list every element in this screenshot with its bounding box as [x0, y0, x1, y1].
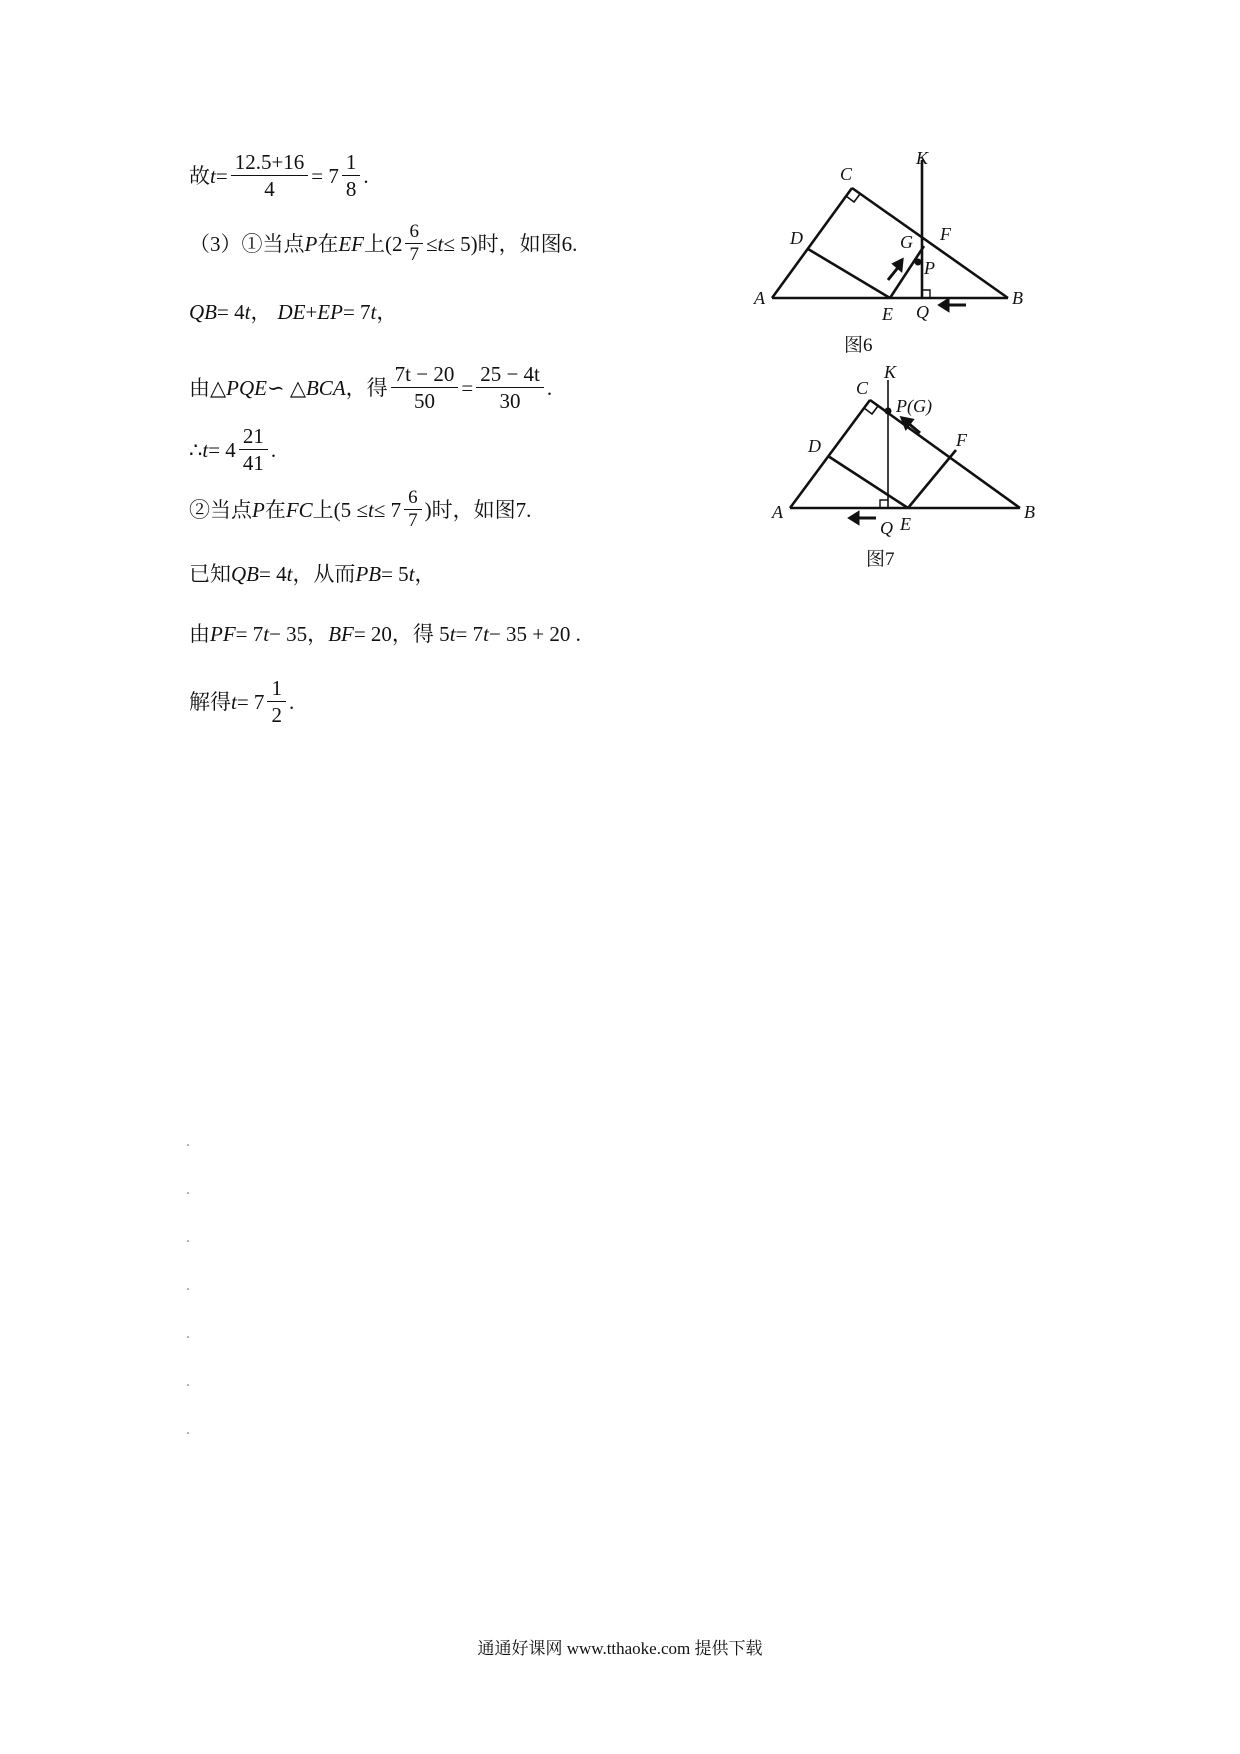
text-segment: = 7 — [455, 622, 484, 646]
text-segment: = 7 — [311, 163, 339, 188]
segment-PF: PF — [210, 622, 236, 646]
side-AC — [790, 400, 870, 508]
text-segment: = 4 — [217, 300, 245, 324]
fraction-denominator: 8 — [345, 177, 357, 201]
text-segment: ，得 — [345, 375, 388, 400]
text-segment: . — [546, 375, 553, 400]
text-segment: = 5 — [381, 562, 409, 586]
text-segment: (2 — [384, 231, 403, 256]
variable-t: t — [210, 163, 216, 188]
variable-t: t — [370, 300, 377, 324]
variable-t: t — [202, 437, 209, 462]
side-DE — [828, 456, 908, 508]
triangle-PQE: PQE — [226, 375, 267, 400]
label-A: A — [772, 502, 783, 522]
label-F: F — [940, 224, 951, 244]
text-segment: = 4 — [208, 437, 236, 462]
segment-EP: EP — [317, 300, 343, 324]
text-segment: = 7 — [235, 622, 264, 646]
label-D: D — [790, 228, 803, 248]
page-footer: 通通好课网 www.tthaoke.com 提供下载 — [477, 1639, 763, 1658]
label-P-G: P(G) — [896, 396, 932, 416]
fraction — [342, 150, 361, 201]
text-segment: = 7 — [236, 689, 265, 714]
fraction — [267, 676, 286, 727]
fraction-numerator: 25 − 4t — [476, 362, 544, 388]
label-C: C — [840, 164, 853, 184]
text-segment: 在 — [264, 497, 286, 522]
fraction-numerator: 6 — [405, 222, 423, 244]
segment-BF: BF — [328, 622, 354, 646]
solution-line-2 — [189, 222, 577, 265]
arrow-head — [894, 260, 902, 270]
text-segment: ②当点 — [189, 497, 252, 522]
text-segment: ， — [376, 300, 398, 324]
text-segment: − 35， — [269, 622, 329, 646]
text-segment: (5 ≤ — [333, 497, 368, 522]
text-segment: 时，如图6. — [477, 231, 578, 256]
fraction-numerator: 1 — [267, 676, 286, 702]
text-segment: . — [270, 437, 277, 462]
solution-line-1 — [189, 150, 369, 201]
text-segment: + — [305, 300, 318, 324]
text-segment: . — [363, 163, 369, 188]
triangle-BCA: BCA — [305, 375, 346, 400]
text-segment: = — [461, 375, 474, 400]
segment-QB: QB — [231, 562, 259, 586]
text-segment: ≤ 7 — [373, 497, 402, 522]
fraction-denominator: 7 — [409, 244, 419, 265]
figure-6-diagram — [740, 150, 1060, 350]
variable-t: t — [449, 622, 456, 646]
label-B: B — [1024, 502, 1035, 522]
fraction-denominator: 30 — [499, 389, 521, 413]
text-segment: = 20，得 5 — [353, 622, 450, 646]
solution-line-4 — [189, 362, 552, 413]
fraction-numerator: 12.5+16 — [231, 150, 309, 176]
text-segment: ，从而 — [292, 562, 356, 586]
solution-line-9 — [189, 676, 294, 727]
text-segment: （3）①当点 — [189, 231, 305, 256]
fraction — [405, 222, 423, 265]
solution-line-3 — [189, 298, 397, 326]
figure-6 — [740, 150, 1060, 350]
label-Q: Q — [916, 302, 929, 322]
fraction-numerator: 21 — [239, 424, 268, 450]
side-AC — [772, 188, 852, 298]
fraction-numerator: 7t − 20 — [391, 362, 459, 388]
segment-FC: FC — [285, 497, 313, 522]
side-DE — [808, 249, 890, 298]
margin-dot — [187, 1144, 189, 1146]
margin-dot — [187, 1432, 189, 1434]
side-CB — [870, 400, 1020, 508]
segment-QB: QB — [189, 300, 217, 324]
text-segment: ≤ — [425, 231, 438, 256]
text-segment: 上 — [363, 231, 385, 256]
text-segment: . — [288, 689, 295, 714]
segment-EF: EF — [338, 231, 364, 256]
fraction — [391, 362, 459, 413]
text-segment: 由 — [189, 622, 210, 646]
figure-7 — [760, 362, 1080, 548]
solution-line-8 — [189, 620, 581, 648]
label-A: A — [754, 288, 765, 308]
label-G: G — [900, 232, 913, 252]
text-segment: 故 — [189, 163, 210, 188]
text-segment: 已知 — [189, 562, 231, 586]
variable-t: t — [244, 300, 251, 324]
fraction-numerator: 6 — [404, 488, 422, 510]
text-segment: = 7 — [342, 300, 371, 324]
figure-7-diagram — [760, 362, 1080, 548]
text-segment: 上 — [312, 497, 334, 522]
text-segment: 解得 — [189, 689, 231, 714]
solution-line-7 — [189, 560, 436, 588]
solution-line-5 — [189, 424, 276, 475]
label-E: E — [882, 304, 893, 324]
text-segment: = 4 — [259, 562, 287, 586]
text-segment: ≤ 5) — [443, 231, 478, 256]
segment-DE: DE — [277, 300, 306, 324]
arrow-head — [940, 300, 948, 310]
variable-P: P — [252, 497, 265, 522]
label-Q: Q — [880, 518, 893, 538]
variable-t: t — [437, 231, 444, 256]
label-K: K — [884, 362, 897, 382]
fraction-denominator: 50 — [414, 389, 435, 413]
label-C: C — [856, 378, 869, 398]
text-segment: ， — [414, 562, 436, 586]
variable-t: t — [483, 622, 489, 646]
margin-dot — [187, 1336, 189, 1338]
margin-dot — [187, 1240, 189, 1242]
fraction-denominator: 41 — [242, 451, 264, 475]
side-CB — [852, 188, 1008, 298]
variable-t: t — [263, 622, 270, 646]
margin-dot — [187, 1384, 189, 1386]
figure-6-caption: 图6 — [844, 335, 873, 356]
solution-line-6 — [189, 488, 531, 531]
label-F: F — [956, 430, 967, 450]
text-segment: = — [215, 163, 228, 188]
fraction-denominator: 7 — [408, 510, 418, 531]
point-P-G — [885, 408, 892, 415]
fraction-numerator: 1 — [342, 150, 361, 176]
margin-dot — [187, 1192, 189, 1194]
variable-t: t — [367, 497, 374, 522]
fraction — [404, 488, 422, 531]
label-P: P — [924, 258, 935, 278]
label-E: E — [900, 514, 911, 534]
text-segment: − 35 + 20 . — [488, 622, 581, 646]
label-K: K — [916, 148, 929, 168]
arrow-head — [850, 513, 858, 523]
fraction — [239, 424, 268, 475]
fraction — [476, 362, 544, 413]
fraction-denominator: 2 — [271, 703, 282, 727]
text-segment: )时，如图7. — [424, 497, 532, 522]
variable-t: t — [408, 562, 415, 586]
text-segment: ∽ △ — [266, 375, 306, 400]
point-P — [915, 259, 922, 266]
label-D: D — [808, 436, 821, 456]
label-B: B — [1012, 288, 1023, 308]
text-segment: 在 — [317, 231, 339, 256]
variable-t: t — [231, 689, 237, 714]
text-segment: 由△ — [189, 375, 227, 400]
side-EF — [908, 450, 956, 508]
text-segment: ， — [250, 300, 272, 324]
margin-dot — [187, 1288, 189, 1290]
fraction-denominator: 4 — [264, 177, 275, 201]
segment-PB: PB — [355, 562, 382, 586]
variable-t: t — [286, 562, 293, 586]
text-segment: ∴ — [189, 437, 203, 462]
figure-7-caption: 图7 — [866, 549, 895, 570]
fraction — [231, 150, 309, 201]
variable-P: P — [304, 231, 318, 256]
